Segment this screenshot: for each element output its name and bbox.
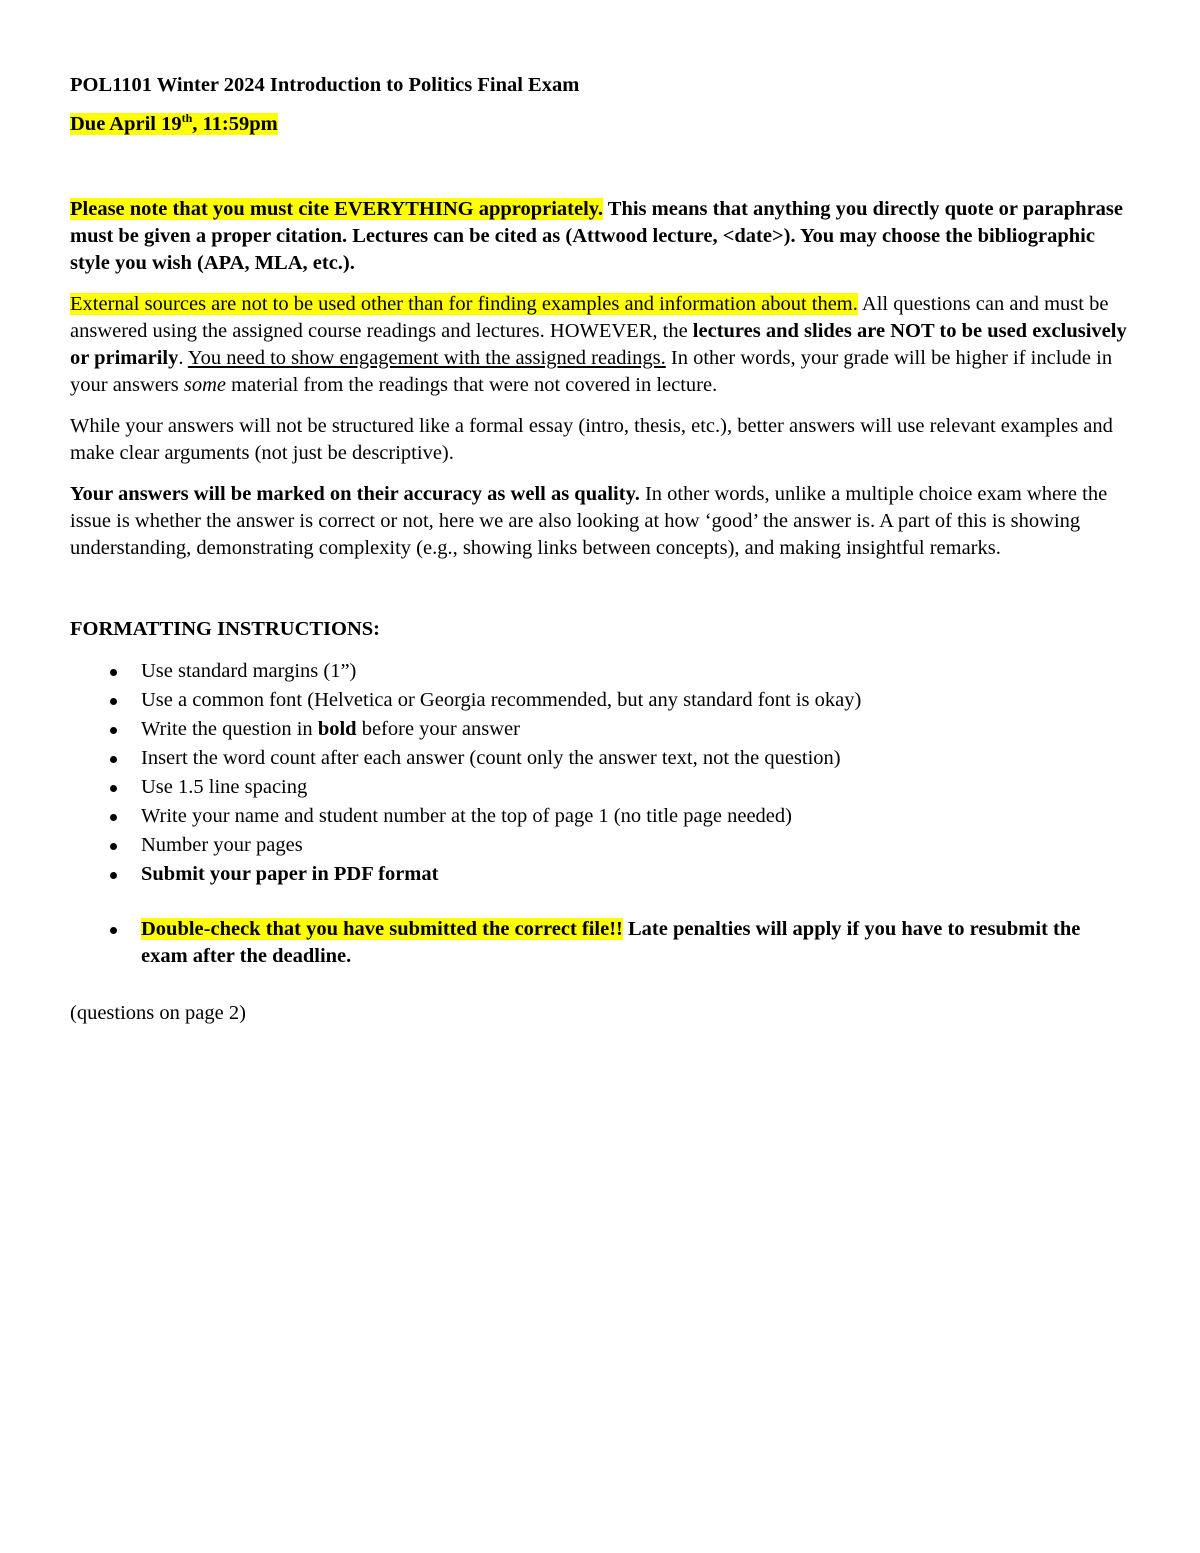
list-item [70, 916, 1130, 970]
answers-paragraph: While your answers will not be structured like a formal essay (intro, thesis, etc.), better answers will use relevant examples and make clear arguments (not just be descriptive). [70, 415, 1113, 464]
bullet-icon [110, 756, 117, 763]
bullet-icon [110, 814, 117, 821]
list-item-text: Submit your paper in PDF format [141, 863, 439, 885]
marking-bold: Your answers will be marked on their accuracy as well as quality. [70, 483, 640, 505]
due-date-highlight [70, 113, 278, 135]
citation-paragraph [70, 196, 1130, 277]
external-bold: lectures and slides are NOT to be used exclusively or primarily [70, 320, 1127, 369]
bullet-icon [110, 843, 117, 850]
bullet-icon [110, 927, 117, 934]
bullet-icon [110, 698, 117, 705]
list-item-text: Number your pages [141, 834, 303, 856]
list-item [70, 658, 1130, 685]
external-text-2: . [178, 347, 188, 369]
bullet-icon [110, 669, 117, 676]
questions-page-note: (questions on page 2) [70, 1002, 246, 1024]
formatting-list [70, 658, 1130, 970]
citation-highlight: Please note that you must cite EVERYTHING appropriately. [70, 198, 604, 220]
list-item [70, 745, 1130, 772]
list-item [70, 774, 1130, 801]
marking-text: In other words, unlike a multiple choice exam where the issue is whether the answer is correct or not, here we are also looking at how ‘good’ the answer is. A part of this is showing understanding, demonstrating complexity (e.g., showing links between concepts), and making insightful remarks. [70, 483, 1108, 559]
list-item-text: Use 1.5 line spacing [141, 776, 308, 798]
external-text-4: material from the readings that were not covered in lecture. [226, 374, 718, 396]
list-item-highlight: Double-check that you have submitted the correct file!! [141, 918, 623, 940]
marking-paragraph [70, 481, 1130, 562]
due-date-prefix: Due April 19 [70, 113, 182, 135]
due-date-suffix: , 11:59pm [192, 113, 278, 135]
external-highlight: External sources are not to be used other than for finding examples and information about them. [70, 293, 858, 315]
list-item-text-rest: Late penalties will apply if you have to resubmit the exam after the deadline. [141, 918, 1081, 967]
external-italic: some [183, 374, 227, 396]
list-item-text [141, 918, 1080, 967]
list-item-text: Write your name and student number at the top of page 1 (no title page needed) [141, 805, 792, 827]
bullet-icon [110, 785, 117, 792]
bullet-icon [110, 727, 117, 734]
list-item-text-bold: bold [317, 718, 357, 740]
list-item-text: Use standard margins (1”) [141, 660, 357, 682]
list-item [70, 687, 1130, 714]
list-item [70, 716, 1130, 743]
formatting-heading: FORMATTING INSTRUCTIONS: [70, 618, 381, 640]
list-item [70, 832, 1130, 859]
list-item [70, 803, 1130, 830]
external-sources-paragraph [70, 291, 1130, 399]
list-item-text: Insert the word count after each answer (count only the answer text, not the question) [141, 747, 841, 769]
external-text-1: All questions can and must be answered using the assigned course readings and lectures. HOWEVER, the [70, 293, 1109, 342]
due-date-sup: th [181, 111, 193, 126]
document-title: POL1101 Winter 2024 Introduction to Politics Final Exam [70, 74, 580, 96]
list-item-text-post: before your answer [356, 718, 520, 740]
bullet-icon [110, 872, 117, 879]
citation-rest: This means that anything you directly quote or paraphrase must be given a proper citation. Lectures can be cited as (Attwood lecture, <date>). You may choose the bibliographic style you wish (APA, MLA, etc.). [70, 198, 1123, 274]
due-date [70, 111, 1130, 138]
list-item-text: Use a common font (Helvetica or Georgia recommended, but any standard font is okay) [141, 689, 862, 711]
external-text-3: In other words, your grade will be higher if include in your answers [70, 347, 1113, 396]
external-underline: You need to show engagement with the assigned readings. [187, 347, 666, 369]
list-item-text-pre: Write the question in [141, 718, 318, 740]
list-item [70, 861, 1130, 888]
